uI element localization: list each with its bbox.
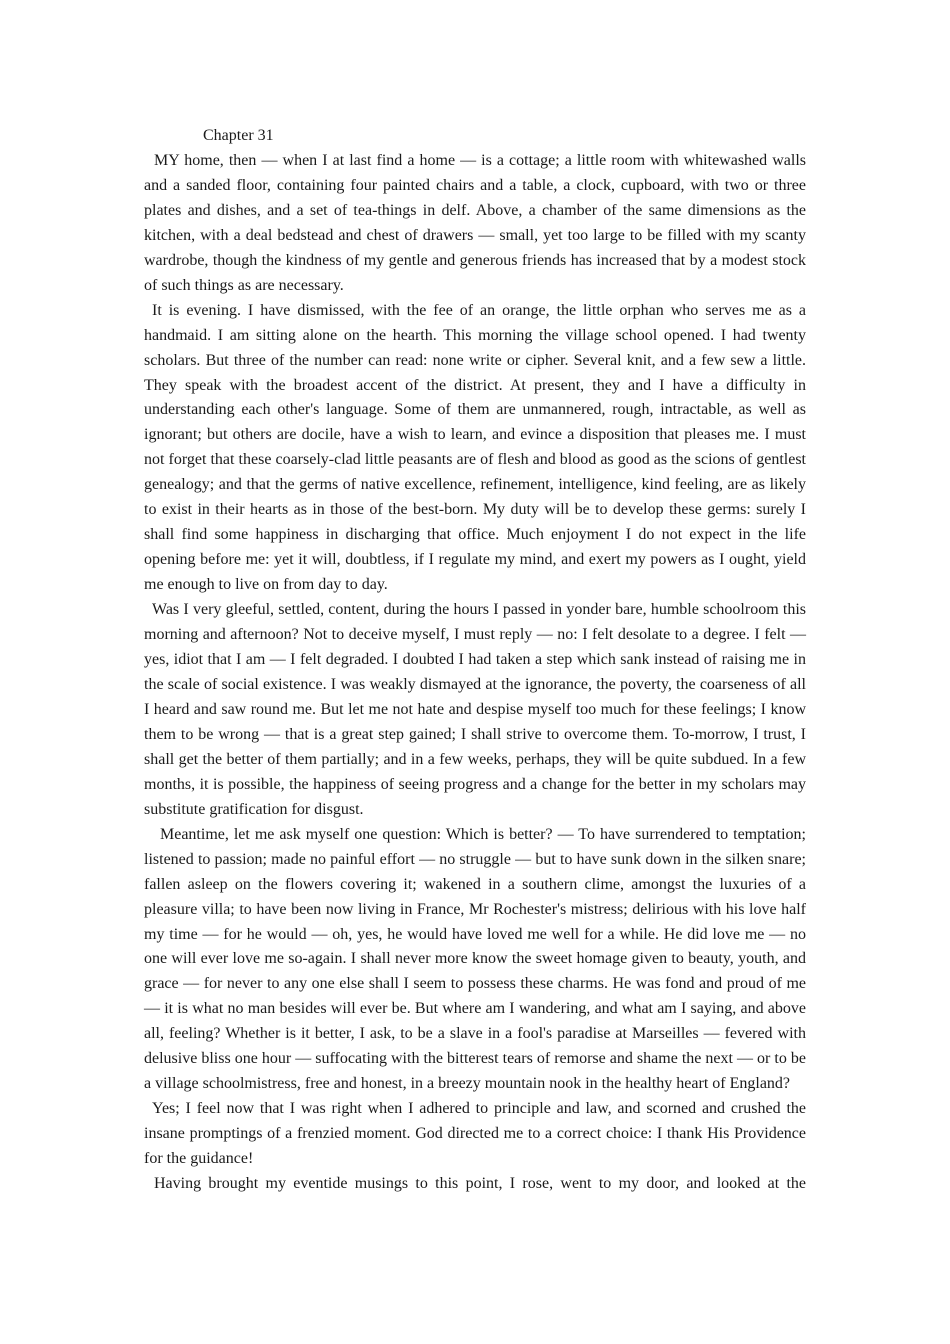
paragraph-2: It is evening. I have dismissed, with the fee of an orange, the little orphan who serves me as a handmaid. I am sitting alone on the hearth. This morning the village school opened. I had twenty scholars. But three of the number can read: none write or cipher. Several knit, and a few sew a little. They speak with the broadest accent of the district. At present, they and I have a difficulty in understanding each other's language. Some of them are unmannered, rough, intractable, as well as ignorant; but others are docile, have a wish to learn, and evince a disposition that pleases me. I must not forget that these coarsely-clad little peasants are of flesh and blood as good as the scions of gentlest genealogy; and that the germs of native excellence, refinement, intelligence, kind feeling, are as likely to exist in their hearts as in those of the best-born. My duty will be to develop these germs: surely I shall find some happiness in discharging that office. Much enjoyment I do not expect in the life opening before me: yet it will, doubtless, if I regulate my mind, and exert my powers as I ought, yield me enough to live on from day to day.: [144, 301, 806, 594]
paragraph-4: Meantime, let me ask myself one question: Which is better? — To have surrendered to temptation; listened to passion; made no painful effort — no struggle — but to have sunk down in the silken snare; fallen asleep on the flowers covering it; wakened in a southern clime, amongst the luxuries of a pleasure villa; to have been now living in France, Mr Rochester's mistress; delirious with his love half my time — for he would — oh, yes, he would have loved me well for a while. He did love me — no one will ever love me so-again. I shall never more know the sweet homage given to beauty, youth, and grace — for never to any one else shall I seem to possess these charms. He was fond and proud of me — it is what no man besides will ever be. But where am I wandering, and what am I saying, and above all, feeling? Whether is it better, I ask, to be a slave in a fool's paradise at Marseilles — fevered with delusive bliss one hour — suffocating with the bitterest tears of remorse and shame the next — or to be a village schoolmistress, free and honest, in a breezy mountain nook in the healthy heart of England?: [144, 825, 806, 1093]
paragraph-1: MY home, then — when I at last find a home — is a cottage; a little room with whitewashed walls and a sanded floor, containing four painted chairs and a table, a clock, cupboard, with two or three plates and dishes, and a set of tea-things in delf. Above, a chamber of the same dimensions as the kitchen, with a deal bedstead and chest of drawers — small, yet too large to be filled with my scanty wardrobe, though the kindness of my gentle and generous friends has increased that by a modest stock of such things as are necessary.: [144, 151, 806, 294]
paragraph-5: Yes; I feel now that I was right when I adhered to principle and law, and scorned and crushed the insane promptings of a frenzied moment. God directed me to a correct choice: I thank His Providence for the guidance!: [144, 1100, 806, 1168]
chapter-title: Chapter 31: [203, 127, 274, 144]
paragraph-3: Was I very gleeful, settled, content, during the hours I passed in yonder bare, humble schoolroom this morning and afternoon? Not to deceive myself, I must reply — no: I felt desolate to a degree. I felt — yes, idiot that I am — I felt degraded. I doubted I had taken a step which sank instead of raising me in the scale of social existence. I was weakly dismayed at the ignorance, the poverty, the coarseness of all I heard and saw round me. But let me not hate and despise myself too much for these feelings; I know them to be wrong — that is a great step gained; I shall strive to overcome them. To-morrow, I trust, I shall get the better of them partially; and in a few weeks, perhaps, they will be quite subdued. In a few months, it is possible, the happiness of seeing progress and a change for the better in my scholars may substitute gratification for disgust.: [144, 601, 806, 818]
document-page: [144, 124, 806, 1197]
paragraph-6: Having brought my eventide musings to this point, I rose, went to my door, and looked at the: [154, 1175, 806, 1193]
